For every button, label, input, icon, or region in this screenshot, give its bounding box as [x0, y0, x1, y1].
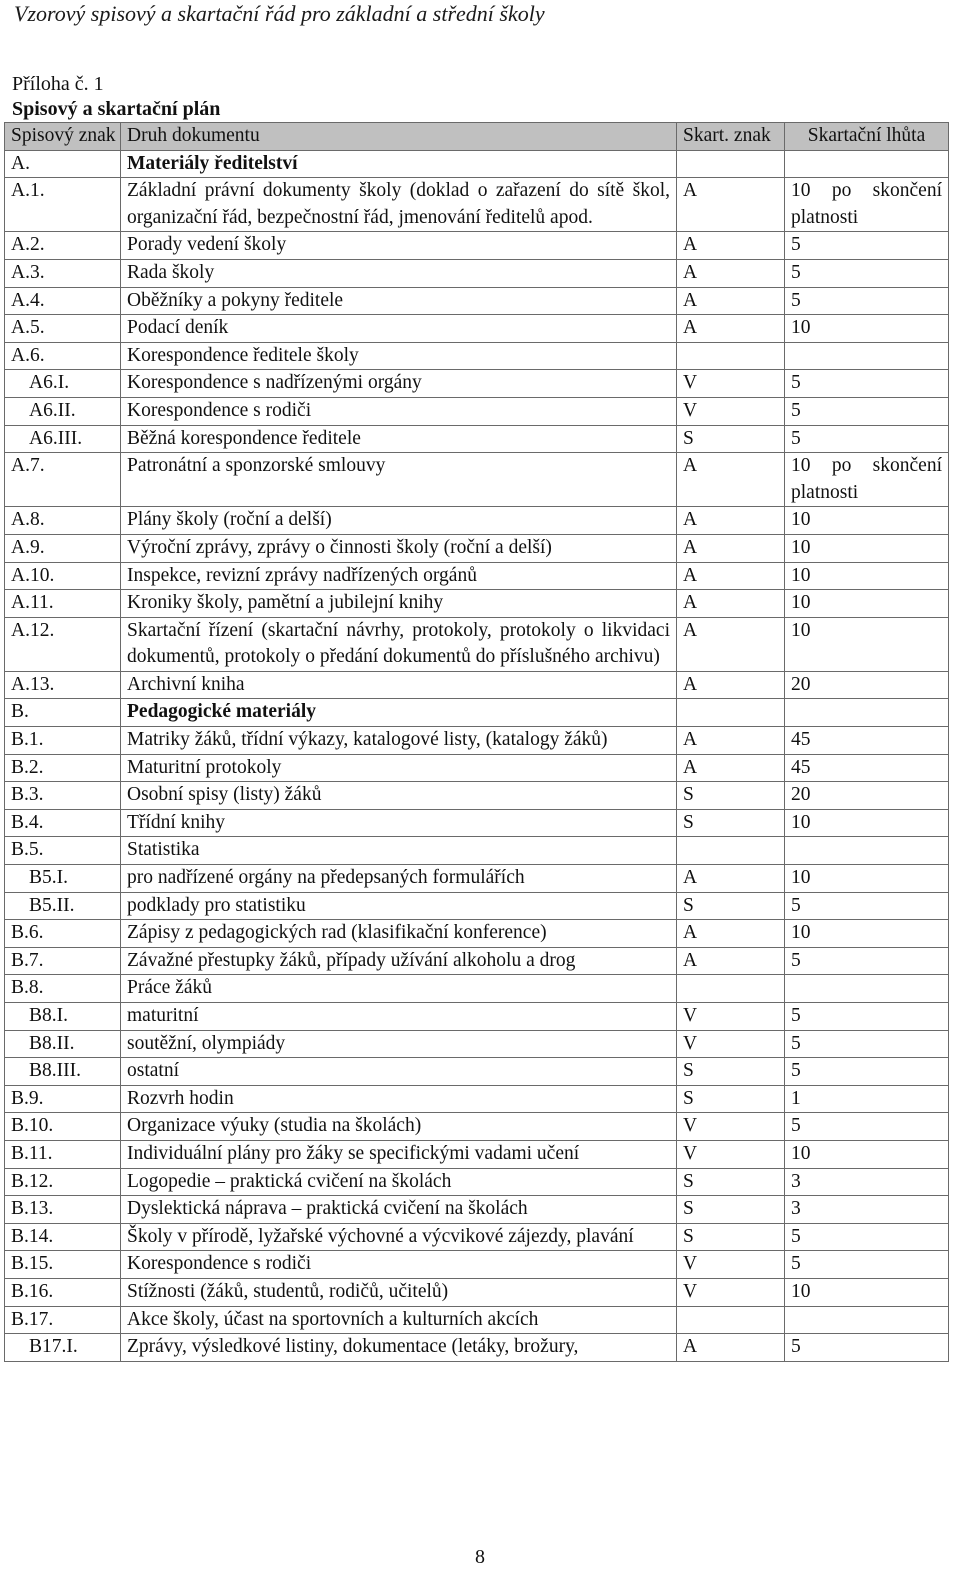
retention-period-cell: 5: [785, 1030, 949, 1058]
table-row: [5, 809, 949, 837]
table-row: [5, 178, 949, 232]
filing-code-cell: A6.II.: [5, 397, 121, 425]
table-row: [5, 232, 949, 260]
shredding-mark-cell: [677, 837, 785, 865]
shredding-mark-cell: V: [677, 1278, 785, 1306]
document-type-cell: Oběžníky a pokyny ředitele: [121, 287, 677, 315]
table-row: [5, 975, 949, 1003]
retention-period-cell: 5: [785, 1251, 949, 1279]
retention-period-cell: 1: [785, 1085, 949, 1113]
section-row: [5, 699, 949, 727]
page-number: 8: [475, 1546, 485, 1568]
table-row: [5, 1140, 949, 1168]
filing-code-cell: B.17.: [5, 1306, 121, 1334]
shredding-mark-cell: S: [677, 1168, 785, 1196]
table-row: [5, 727, 949, 755]
table-row: [5, 287, 949, 315]
shredding-mark-cell: A: [677, 315, 785, 343]
filing-code-cell: B.10.: [5, 1113, 121, 1141]
document-type-cell: soutěžní, olympiády: [121, 1030, 677, 1058]
table-row: [5, 947, 949, 975]
filing-code-cell: B.8.: [5, 975, 121, 1003]
shredding-mark-cell: A: [677, 754, 785, 782]
shredding-mark-cell: [677, 1306, 785, 1334]
filing-code-cell: B17.I.: [5, 1334, 121, 1362]
filing-code-cell: A.6.: [5, 342, 121, 370]
document-type-cell: Základní právní dokumenty školy (doklad o zařazení do sítě škol, organizační řád, bezpečnostní řád, jmenování ředitelů apod.: [121, 178, 677, 232]
table-row: [5, 1306, 949, 1334]
shredding-mark-cell: V: [677, 1251, 785, 1279]
filing-code-cell: B.: [5, 699, 121, 727]
document-type-cell: Výroční zprávy, zprávy o činnosti školy (roční a delší): [121, 534, 677, 562]
retention-period-cell: [785, 975, 949, 1003]
table-row: [5, 1058, 949, 1086]
table-row: [5, 837, 949, 865]
document-type-cell: maturitní: [121, 1003, 677, 1031]
filing-code-cell: A.12.: [5, 617, 121, 671]
shredding-mark-cell: A: [677, 534, 785, 562]
document-type-cell: Logopedie – praktická cvičení na školách: [121, 1168, 677, 1196]
retention-period-cell: 10: [785, 507, 949, 535]
retention-period-cell: 10: [785, 562, 949, 590]
appendix-label: Příloha č. 1: [12, 73, 104, 95]
retention-period-cell: 5: [785, 232, 949, 260]
retention-period-cell: 20: [785, 671, 949, 699]
shredding-mark-cell: A: [677, 1334, 785, 1362]
retention-period-cell: 10: [785, 1278, 949, 1306]
shredding-mark-cell: A: [677, 562, 785, 590]
document-type-cell: ostatní: [121, 1058, 677, 1086]
document-type-cell: Rada školy: [121, 259, 677, 287]
retention-period-cell: 20: [785, 782, 949, 810]
filing-code-cell: B.15.: [5, 1251, 121, 1279]
table-row: [5, 1030, 949, 1058]
document-type-cell: Korespondence s nadřízenými orgány: [121, 370, 677, 398]
shredding-mark-cell: A: [677, 507, 785, 535]
filing-code-cell: B5.I.: [5, 865, 121, 893]
shredding-mark-cell: [677, 975, 785, 1003]
retention-period-cell: 5: [785, 1223, 949, 1251]
table-row: [5, 1278, 949, 1306]
document-type-cell: Porady vedení školy: [121, 232, 677, 260]
filing-code-cell: B.6.: [5, 920, 121, 948]
document-type-cell: Organizace výuky (studia na školách): [121, 1113, 677, 1141]
table-row: [5, 534, 949, 562]
shredding-mark-cell: S: [677, 1058, 785, 1086]
document-type-cell: Inspekce, revizní zprávy nadřízených orgánů: [121, 562, 677, 590]
document-type-cell: Matriky žáků, třídní výkazy, katalogové listy, (katalogy žáků): [121, 727, 677, 755]
filing-code-cell: A6.III.: [5, 425, 121, 453]
retention-period-cell: 10: [785, 534, 949, 562]
table-row: [5, 782, 949, 810]
table-header: [5, 123, 949, 151]
document-type-cell: Rozvrh hodin: [121, 1085, 677, 1113]
retention-period-cell: 3: [785, 1168, 949, 1196]
filing-code-cell: B.14.: [5, 1223, 121, 1251]
retention-period-cell: [785, 150, 949, 178]
document-type-cell: Individuální plány pro žáky se specifickými vadami učení: [121, 1140, 677, 1168]
table-row: [5, 617, 949, 671]
filing-code-cell: B.4.: [5, 809, 121, 837]
plan-title: Spisový a skartační plán: [12, 98, 221, 120]
document-type-cell: Podací deník: [121, 315, 677, 343]
table-row: [5, 1113, 949, 1141]
document-type-cell: Kroniky školy, pamětní a jubilejní knihy: [121, 590, 677, 618]
filing-code-cell: A.3.: [5, 259, 121, 287]
shredding-mark-cell: A: [677, 453, 785, 507]
table-row: [5, 370, 949, 398]
document-type-cell: Korespondence s rodiči: [121, 1251, 677, 1279]
document-type-cell: Korespondence ředitele školy: [121, 342, 677, 370]
filing-code-cell: B.1.: [5, 727, 121, 755]
table-row: [5, 892, 949, 920]
retention-period-cell: 45: [785, 727, 949, 755]
retention-period-cell: 45: [785, 754, 949, 782]
filing-code-cell: A.4.: [5, 287, 121, 315]
filing-code-cell: B8.I.: [5, 1003, 121, 1031]
shredding-mark-cell: A: [677, 617, 785, 671]
retention-period-cell: 5: [785, 1334, 949, 1362]
retention-period-cell: 10: [785, 590, 949, 618]
retention-period-cell: 10: [785, 809, 949, 837]
shredding-mark-cell: A: [677, 178, 785, 232]
document-type-cell: Maturitní protokoly: [121, 754, 677, 782]
shredding-mark-cell: A: [677, 947, 785, 975]
retention-period-cell: 5: [785, 947, 949, 975]
document-type-cell: Osobní spisy (listy) žáků: [121, 782, 677, 810]
table-row: [5, 259, 949, 287]
table-row: [5, 507, 949, 535]
retention-period-cell: 3: [785, 1196, 949, 1224]
filing-code-cell: B.5.: [5, 837, 121, 865]
retention-period-cell: 10: [785, 920, 949, 948]
shredding-mark-cell: V: [677, 1003, 785, 1031]
table-row: [5, 1223, 949, 1251]
filing-code-cell: B.7.: [5, 947, 121, 975]
shredding-mark-cell: S: [677, 782, 785, 810]
table-row: [5, 342, 949, 370]
document-type-cell: Třídní knihy: [121, 809, 677, 837]
shredding-mark-cell: S: [677, 892, 785, 920]
document-type-cell: Běžná korespondence ředitele: [121, 425, 677, 453]
table-row: [5, 920, 949, 948]
document-type-cell: Patronátní a sponzorské smlouvy: [121, 453, 677, 507]
retention-period-cell: 5: [785, 1058, 949, 1086]
filing-code-cell: A.7.: [5, 453, 121, 507]
shredding-mark-cell: A: [677, 727, 785, 755]
header-retention-period: Skartační lhůta: [785, 123, 949, 151]
table-row: [5, 1168, 949, 1196]
document-type-cell: Korespondence s rodiči: [121, 397, 677, 425]
header-filing-code: Spisový znak: [5, 123, 121, 151]
document-type-cell: Zápisy z pedagogických rad (klasifikační konference): [121, 920, 677, 948]
table-body: [5, 150, 949, 1361]
shredding-mark-cell: V: [677, 1140, 785, 1168]
document-type-cell: Stížnosti (žáků, studentů, rodičů, učitelů): [121, 1278, 677, 1306]
filing-code-cell: A.13.: [5, 671, 121, 699]
shredding-mark-cell: V: [677, 397, 785, 425]
filing-plan-table: [4, 122, 949, 1362]
header-shredding-mark: Skart. znak: [677, 123, 785, 151]
document-type-cell: Zprávy, výsledkové listiny, dokumentace (letáky, brožury,: [121, 1334, 677, 1362]
retention-period-cell: 5: [785, 259, 949, 287]
document-type-cell: Dyslektická náprava – praktická cvičení na školách: [121, 1196, 677, 1224]
retention-period-cell: 5: [785, 425, 949, 453]
filing-code-cell: A.8.: [5, 507, 121, 535]
shredding-mark-cell: S: [677, 1223, 785, 1251]
table-row: [5, 315, 949, 343]
document-type-cell: Akce školy, účast na sportovních a kulturních akcích: [121, 1306, 677, 1334]
document-type-cell: Archivní kniha: [121, 671, 677, 699]
retention-period-cell: 5: [785, 1003, 949, 1031]
table-row: [5, 1085, 949, 1113]
filing-code-cell: B.3.: [5, 782, 121, 810]
document-type-cell: podklady pro statistiku: [121, 892, 677, 920]
shredding-mark-cell: A: [677, 259, 785, 287]
shredding-mark-cell: A: [677, 232, 785, 260]
retention-period-cell: 5: [785, 1113, 949, 1141]
filing-code-cell: B.12.: [5, 1168, 121, 1196]
document-type-cell: Školy v přírodě, lyžařské výchovné a výcvikové zájezdy, plavání: [121, 1223, 677, 1251]
filing-code-cell: B.13.: [5, 1196, 121, 1224]
retention-period-cell: [785, 699, 949, 727]
running-header: Vzorový spisový a skartační řád pro základní a střední školy: [14, 1, 545, 26]
document-type-cell: Skartační řízení (skartační návrhy, protokoly, protokoly o likvidaci dokumentů, protokoly o předání dokumentů do příslušného archivu): [121, 617, 677, 671]
table-row: [5, 865, 949, 893]
table-row: [5, 453, 949, 507]
shredding-mark-cell: V: [677, 1030, 785, 1058]
header-row: [5, 123, 949, 151]
table-row: [5, 1334, 949, 1362]
filing-code-cell: B8.II.: [5, 1030, 121, 1058]
retention-period-cell: 10: [785, 617, 949, 671]
shredding-mark-cell: S: [677, 425, 785, 453]
table-row: [5, 562, 949, 590]
shredding-mark-cell: S: [677, 1196, 785, 1224]
filing-code-cell: B8.III.: [5, 1058, 121, 1086]
shredding-mark-cell: V: [677, 1113, 785, 1141]
shredding-mark-cell: [677, 150, 785, 178]
table-row: [5, 397, 949, 425]
shredding-mark-cell: A: [677, 590, 785, 618]
filing-code-cell: A.10.: [5, 562, 121, 590]
filing-code-cell: A.11.: [5, 590, 121, 618]
retention-period-cell: 5: [785, 892, 949, 920]
shredding-mark-cell: V: [677, 370, 785, 398]
document-type-cell: Práce žáků: [121, 975, 677, 1003]
shredding-mark-cell: A: [677, 287, 785, 315]
shredding-mark-cell: S: [677, 1085, 785, 1113]
filing-code-cell: A6.I.: [5, 370, 121, 398]
filing-code-cell: A.2.: [5, 232, 121, 260]
header-document-type: Druh dokumentu: [121, 123, 677, 151]
shredding-mark-cell: S: [677, 809, 785, 837]
retention-period-cell: [785, 342, 949, 370]
retention-period-cell: [785, 1306, 949, 1334]
document-type-cell: Pedagogické materiály: [121, 699, 677, 727]
shredding-mark-cell: [677, 699, 785, 727]
retention-period-cell: 10 po skončení platnosti: [785, 453, 949, 507]
shredding-mark-cell: A: [677, 865, 785, 893]
shredding-mark-cell: A: [677, 671, 785, 699]
retention-period-cell: 10: [785, 865, 949, 893]
table-row: [5, 754, 949, 782]
filing-code-cell: B.9.: [5, 1085, 121, 1113]
filing-code-cell: B.11.: [5, 1140, 121, 1168]
retention-period-cell: 10 po skončení platnosti: [785, 178, 949, 232]
table-row: [5, 425, 949, 453]
filing-code-cell: B.2.: [5, 754, 121, 782]
retention-period-cell: [785, 837, 949, 865]
document-type-cell: Statistika: [121, 837, 677, 865]
filing-code-cell: B5.II.: [5, 892, 121, 920]
document-type-cell: pro nadřízené orgány na předepsaných formulářích: [121, 865, 677, 893]
shredding-mark-cell: [677, 342, 785, 370]
table-row: [5, 1003, 949, 1031]
table-row: [5, 1251, 949, 1279]
table-row: [5, 590, 949, 618]
document-type-cell: Závažné přestupky žáků, případy užívání alkoholu a drog: [121, 947, 677, 975]
retention-period-cell: 10: [785, 1140, 949, 1168]
filing-code-cell: B.16.: [5, 1278, 121, 1306]
retention-period-cell: 5: [785, 370, 949, 398]
section-row: [5, 150, 949, 178]
document-type-cell: Materiály ředitelství: [121, 150, 677, 178]
shredding-mark-cell: A: [677, 920, 785, 948]
document-type-cell: Plány školy (roční a delší): [121, 507, 677, 535]
table-row: [5, 671, 949, 699]
table-row: [5, 1196, 949, 1224]
filing-code-cell: A.: [5, 150, 121, 178]
filing-code-cell: A.1.: [5, 178, 121, 232]
filing-code-cell: A.9.: [5, 534, 121, 562]
retention-period-cell: 10: [785, 315, 949, 343]
retention-period-cell: 5: [785, 287, 949, 315]
retention-period-cell: 5: [785, 397, 949, 425]
filing-code-cell: A.5.: [5, 315, 121, 343]
